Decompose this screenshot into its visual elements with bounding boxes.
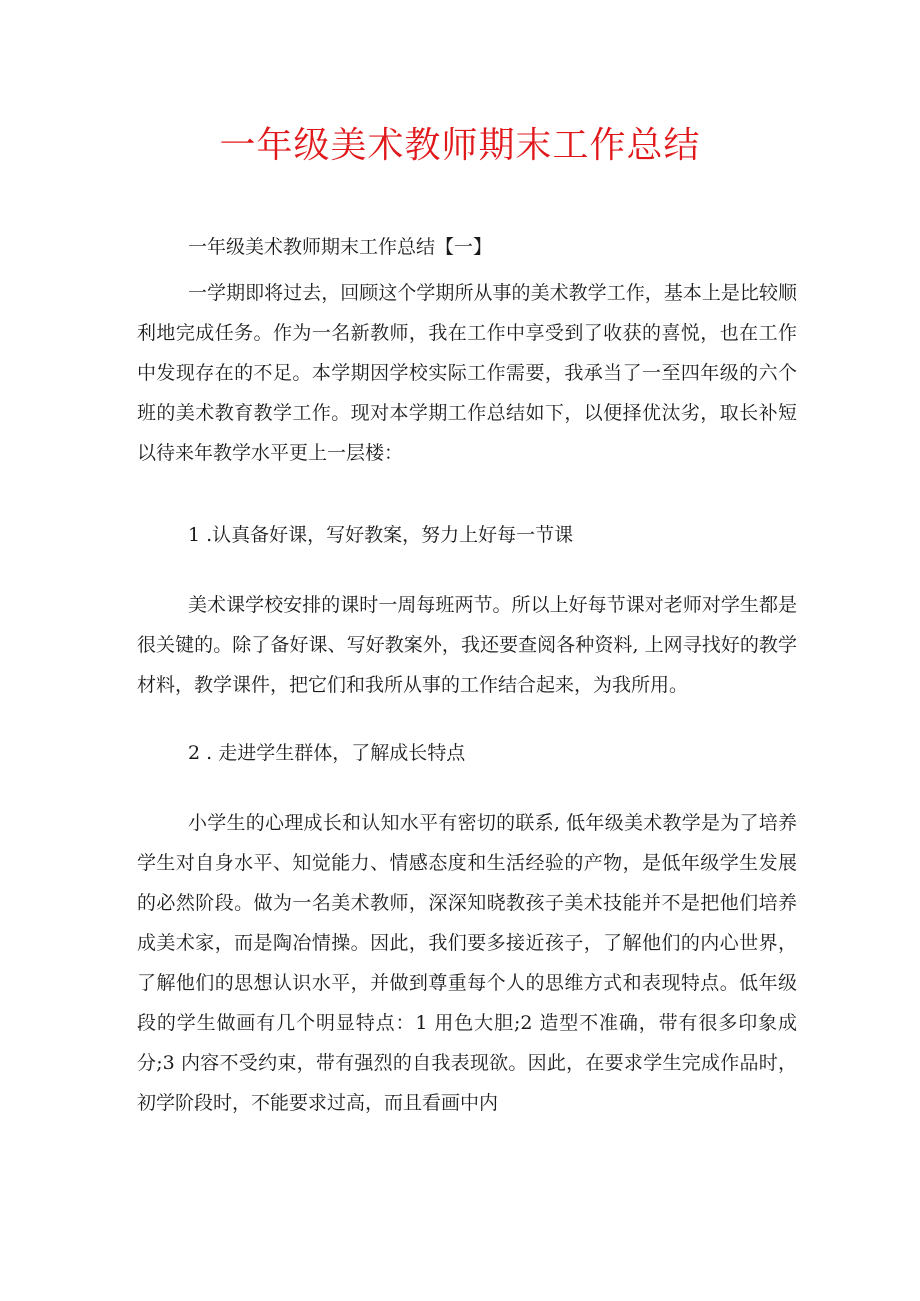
section-heading: 一年级美术教师期末工作总结【一】 (188, 236, 493, 258)
intro-paragraph: 一学期即将过去，回顾这个学期所从事的美术教学工作，基本上是比较顺利地完成任务。作为一名新教师，我在工作中享受到了收获的喜悦，也在工作中发现存在的不足。本学期因学校实际工作需要，我承当了一至四年级的六个班的美术教育教学工作。现对本学期工作总结如下，以便择优汰劣，取长补短以待来年教学水平更上一层楼： (137, 282, 797, 464)
point-2-paragraph: 小学生的心理成长和认知水平有密切的联系, 低年级美术教学是为了培养学生对自身水平、知觉能力、情感态度和生活经验的产物，是低年级学生发展的必然阶段。做为一名美术教师，深深知晓教孩子美术技能并不是把他们培养成美术家，而是陶冶情操。因此，我们要多接近孩子，了解他们的内心世界，了解他们的思想认识水平，并做到尊重每个人的思维方式和表现特点。低年级段的学生做画有几个明显特点：1 用色大胆;2 造型不准确，带有很多印象成分;3 内容不受约束，带有强烈的自我表现欲。因此，在要求学生完成作品时，初学阶段时，不能要求过高，而且看画中内 (137, 812, 797, 1114)
document-title: 一年级美术教师期末工作总结 (219, 125, 701, 166)
point-1-heading: 1 .认真备好课，写好教案，努力上好每一节课 (188, 524, 574, 546)
point-1-paragraph: 美术课学校安排的课时一周每班两节。所以上好每节课对老师对学生都是很关键的。除了备好课、写好教案外，我还要查阅各种资料, 上网寻找好的教学材料，教学课件，把它们和我所从事的工作结合起来，为我所用。 (137, 594, 797, 696)
point-2-heading: 2 . 走进学生群体，了解成长特点 (188, 742, 466, 764)
